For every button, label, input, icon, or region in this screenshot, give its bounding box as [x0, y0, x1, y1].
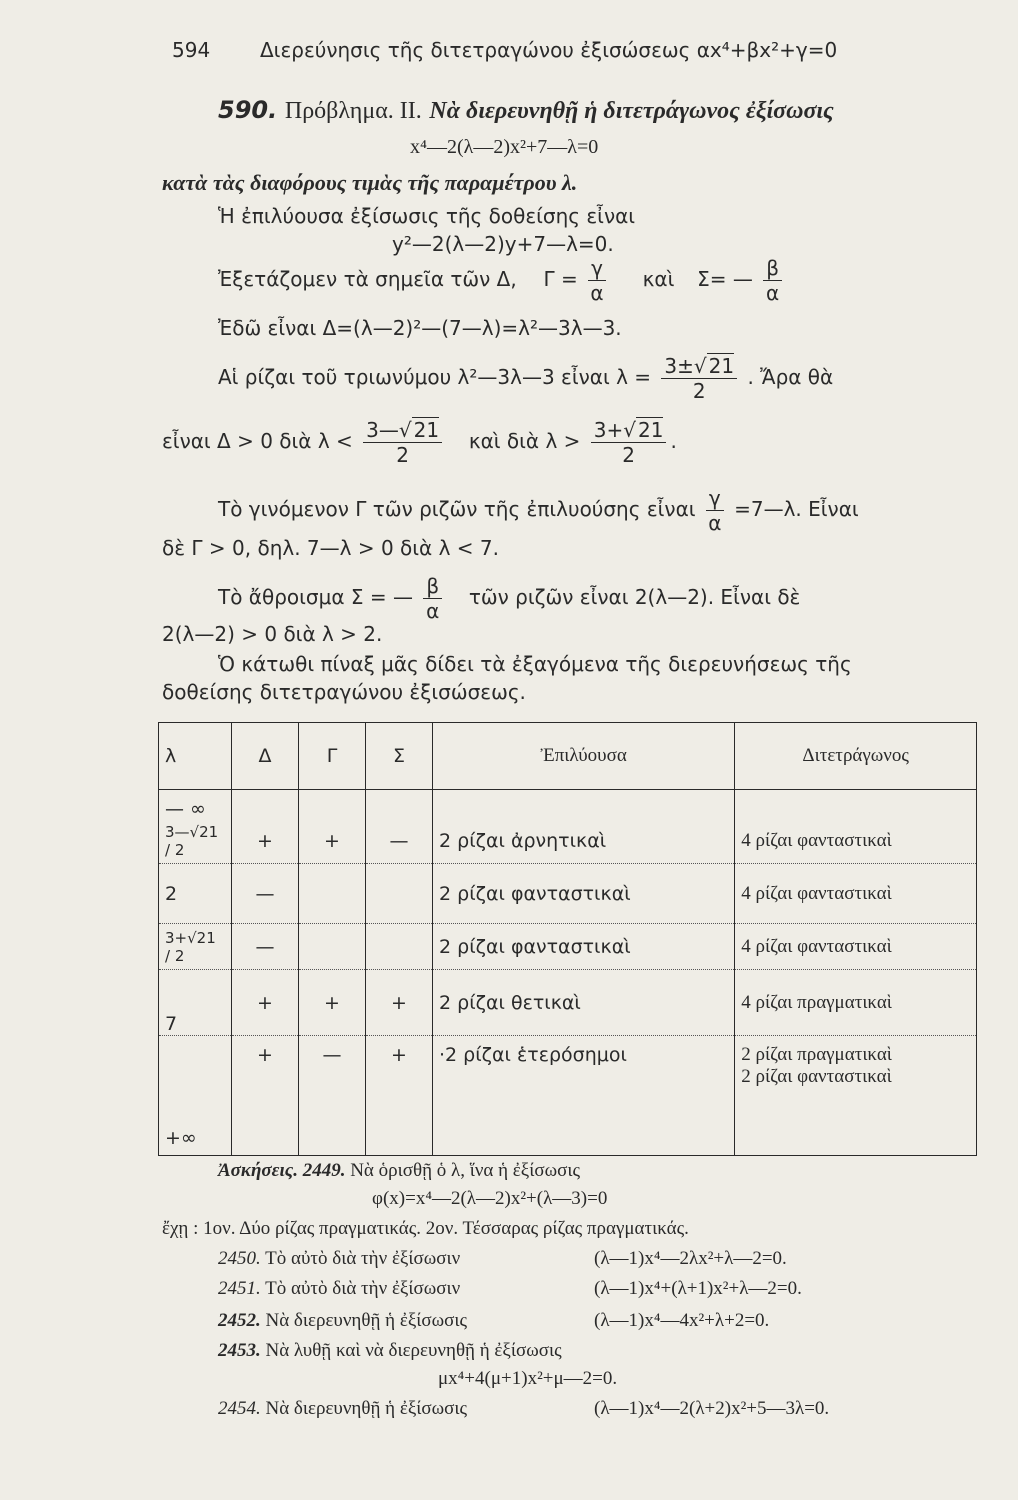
- row4-resolvent: 2 ρίζαι θετικαὶ: [433, 970, 735, 1036]
- header-resolvent: Ἐπιλύουσα: [433, 723, 735, 790]
- table-intro-1: Ὁ κάτωθι πίναξ μᾶς δίδει τὰ ἐξαγόμενα τῆς διερευνήσεως τῆς: [218, 652, 852, 676]
- exercise-2450: [218, 1248, 460, 1270]
- exercise-2449: [218, 1160, 580, 1182]
- problem-statement-a: Νὰ διερευνηθῇ ἡ διτετράγωνος ἐξίσωσις: [429, 98, 834, 124]
- row3-sigma: [366, 924, 433, 970]
- sum-line: [218, 574, 800, 623]
- product-fraction: $\frac{\gamma}{\alpha}$: [706, 486, 724, 535]
- table-row: [159, 820, 977, 864]
- resolvent-intro: Ἡ ἐπιλύουσα ἐξίσωσις τῆς δοθείσης εἶναι: [218, 204, 636, 228]
- table-row: [159, 864, 977, 924]
- exercise-2451: [218, 1278, 460, 1300]
- roots-fraction: $\frac{3\pm√ 21}{2}$: [661, 354, 737, 403]
- sum-result: τῶν ριζῶν εἶναι 2(λ—2). Εἶναι δὲ: [468, 585, 801, 609]
- exercise-2454-text: Νὰ διερευνηθῇ ἡ ἐξίσωσις: [265, 1398, 468, 1419]
- table-row: [159, 970, 977, 1036]
- bound-7: 7: [159, 970, 232, 1036]
- roots-line: [218, 354, 833, 403]
- row5-sigma: +: [366, 1036, 433, 1156]
- problem-statement-b: κατὰ τὰς διαφόρους τιμὰς τῆς παραμέτρου λ.: [162, 170, 578, 195]
- sigma-lhs: Σ= —: [697, 267, 753, 291]
- header-delta: Δ: [232, 723, 299, 790]
- problem-equation: x⁴—2(λ—2)x²+7—λ=0: [410, 136, 599, 158]
- exercise-2454: [218, 1398, 467, 1420]
- exercise-2451-number: 2451.: [218, 1278, 261, 1299]
- row4-gamma: +: [299, 970, 366, 1036]
- exercise-2453-equation: μx⁴+4(μ+1)x²+μ—2=0.: [438, 1368, 618, 1389]
- product-line: [218, 486, 859, 535]
- row5-delta: +: [232, 1036, 299, 1156]
- exercise-2454-number: 2454.: [218, 1398, 261, 1419]
- row3-biquadratic: 4 ρίζαι φανταστικαὶ: [735, 924, 977, 970]
- roots-text: Αἱ ρίζαι τοῦ τριωνύμου λ²—3λ—3 εἶναι λ =: [218, 365, 652, 389]
- sum-text: Τὸ ἄθροισμα Σ = —: [218, 585, 413, 609]
- delta-positive-line: εἶναι Δ > 0 διὰ λ < $\frac{3—√ 21}{2}$ καὶ διὰ λ > $\frac{3+√ 21}{2}$ .: [162, 418, 677, 467]
- problem-title: Πρόβλημα. II.: [284, 98, 422, 124]
- bound-plus-infinity: +∞: [159, 1036, 232, 1156]
- examine-text: Ἐξετάζομεν τὰ σημεῖα τῶν Δ,: [218, 267, 517, 291]
- table-row: [159, 1036, 977, 1156]
- exercise-2449-text: Νὰ ὁρισθῇ ὁ λ, ἵνα ἡ ἐξίσωσις: [350, 1160, 580, 1181]
- exercise-2450-number: 2450.: [218, 1248, 261, 1269]
- exercises-label: Ἀσκήσεις.: [218, 1160, 298, 1181]
- frac-3-minus-sqrt21: $\frac{3—√ 21}{2}$: [363, 418, 442, 467]
- row1-sigma: —: [366, 820, 433, 864]
- row5-biquadratic: 2 ρίζαι πραγματικαὶ: [741, 1044, 892, 1065]
- delta-positive-b: καὶ διὰ λ >: [468, 429, 581, 453]
- exercise-2452-equation: (λ—1)x⁴—4x²+λ+2=0.: [594, 1310, 770, 1331]
- row1-biquadratic: 4 ρίζαι φανταστικαὶ: [735, 820, 977, 864]
- header-gamma: Γ: [299, 723, 366, 790]
- sum-positive: 2(λ—2) > 0 διὰ λ > 2.: [162, 622, 383, 646]
- row4-sigma: +: [366, 970, 433, 1036]
- table-row: [159, 924, 977, 970]
- header-sigma: Σ: [366, 723, 433, 790]
- exercise-2453-text: Νὰ λυθῇ καὶ νὰ διερευνηθῇ ἡ ἐξίσωσις: [265, 1340, 562, 1361]
- exercise-2450-text: Τὸ αὐτὸ διὰ τὴν ἐξίσωσιν: [265, 1248, 461, 1269]
- row3-delta: —: [232, 924, 299, 970]
- discussion-table: [158, 722, 977, 1156]
- row3-gamma: [299, 924, 366, 970]
- exercise-2450-equation: (λ—1)x⁴—2λx²+λ—2=0.: [594, 1248, 787, 1269]
- problem-number: 590.: [218, 96, 278, 124]
- exercise-2453-number: 2453.: [218, 1340, 261, 1361]
- sigma-fraction: $\frac{\beta}{\alpha}$: [763, 256, 782, 305]
- row1-delta: +: [232, 820, 299, 864]
- exercise-2452-text: Νὰ διερευνηθῇ ἡ ἐξίσωσις: [265, 1310, 468, 1331]
- row2-resolvent: 2 ρίζαι φανταστικαὶ: [433, 864, 735, 924]
- row5-resolvent: ·2 ρίζαι ἑτερόσημοι: [433, 1036, 735, 1156]
- header-lambda: λ: [159, 723, 232, 790]
- delta-positive-a: εἶναι Δ > 0 διὰ λ <: [162, 429, 353, 453]
- row2-delta: —: [232, 864, 299, 924]
- row2-biquadratic: 4 ρίζαι φανταστικαὶ: [735, 864, 977, 924]
- gamma-lhs: Γ =: [543, 267, 578, 291]
- exercise-2454-equation: (λ—1)x⁴—2(λ+2)x²+5—3λ=0.: [594, 1398, 830, 1419]
- page-number: 594: [172, 38, 211, 62]
- gamma-positive: δὲ Γ > 0, δηλ. 7—λ > 0 διὰ λ < 7.: [162, 536, 499, 560]
- bound-3-minus-sqrt21: 3—√21 / 2: [159, 820, 232, 864]
- exercise-2451-text: Τὸ αὐτὸ διὰ τὴν ἐξίσωσιν: [265, 1278, 461, 1299]
- exercise-2452-number: 2452.: [218, 1310, 261, 1331]
- therefore-text: . Ἄρα θὰ: [747, 365, 834, 389]
- bound-minus-infinity: — ∞: [159, 790, 232, 820]
- table-row: [159, 790, 977, 820]
- header-biquadratic: Διτετράγωνος: [735, 723, 977, 790]
- examine-line: [218, 256, 786, 305]
- row2-sigma: [366, 864, 433, 924]
- sum-fraction: $\frac{\beta}{\alpha}$: [423, 574, 442, 623]
- table-intro-2: δοθείσης διτετραγώνου ἐξισώσεως.: [162, 680, 526, 704]
- running-title: Διερεύνησις τῆς διτετραγώνου ἐξισώσεως αx⁴+βx²+γ=0: [260, 38, 838, 62]
- frac-3-plus-sqrt21: $\frac{3+√ 21}{2}$: [591, 418, 667, 467]
- resolvent-equation: y²—2(λ—2)y+7—λ=0.: [392, 232, 614, 256]
- gamma-fraction: $\frac{\gamma}{\alpha}$: [588, 256, 606, 305]
- exercise-2453: [218, 1340, 562, 1362]
- row1-gamma: +: [299, 820, 366, 864]
- and-word: καὶ: [642, 267, 675, 291]
- row4-biquadratic: 4 ρίζαι πραγματικαὶ: [735, 970, 977, 1036]
- row5-biquadratic-cell: [735, 1036, 977, 1156]
- bound-3-plus-sqrt21: 3+√21 / 2: [159, 924, 232, 970]
- product-result: =7—λ. Εἶναι: [734, 497, 859, 521]
- row1-resolvent: 2 ρίζαι ἀρνητικαὶ: [433, 820, 735, 864]
- exercise-2449-number: 2449.: [302, 1160, 346, 1181]
- row2-gamma: [299, 864, 366, 924]
- problem-heading: [218, 96, 834, 125]
- exercise-2452: [218, 1310, 467, 1332]
- product-text: Τὸ γινόμενον Γ τῶν ριζῶν τῆς ἐπιλυούσης εἶναι: [218, 497, 696, 521]
- row5-gamma: —: [299, 1036, 366, 1156]
- row3-resolvent: 2 ρίζαι φανταστικαὶ: [433, 924, 735, 970]
- row4-delta: +: [232, 970, 299, 1036]
- delta-definition: Ἐδῶ εἶναι Δ=(λ—2)²—(7—λ)=λ²—3λ—3.: [218, 316, 622, 340]
- bound-2: 2: [159, 864, 232, 924]
- exercise-2451-equation: (λ—1)x⁴+(λ+1)x²+λ—2=0.: [594, 1278, 802, 1299]
- exercise-2449-equation: φ(x)=x⁴—2(λ—2)x²+(λ—3)=0: [372, 1188, 608, 1209]
- row5-biquadratic-2: 2 ρίζαι φανταστικαὶ: [741, 1066, 892, 1087]
- table-header-row: [159, 723, 977, 790]
- exercise-2449-continuation: ἔχῃ : 1ον. Δύο ρίζας πραγματικάς. 2ον. Τέσσαρας ρίζας πραγματικάς.: [162, 1218, 689, 1239]
